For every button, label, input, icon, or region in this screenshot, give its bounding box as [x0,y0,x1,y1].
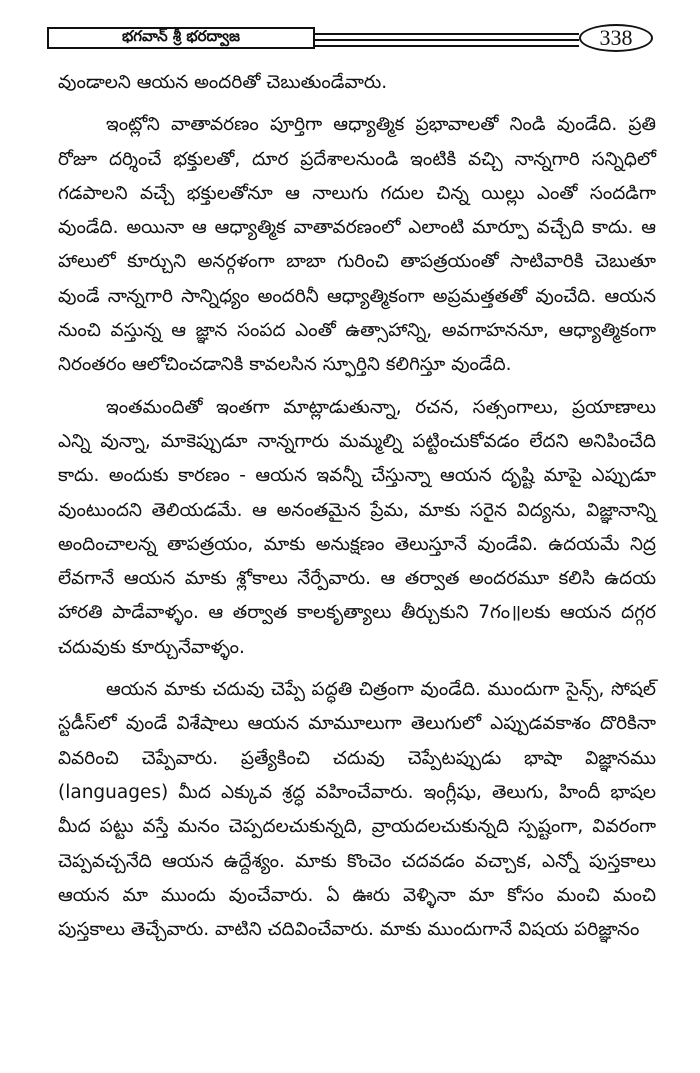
header-rule [315,45,579,47]
paragraph: ఇంట్లోని వాతావరణం పూర్తిగా ఆధ్యాత్మిక ప్రభావాలతో నిండి వుండేది. ప్రతి రోజూ దర్శించే భక్తులతో, దూర ప్రదేశాలనుండి ఇంటికి వచ్చి నాన్నగారి సన్నిధిలో గడపాలని వచ్చే భక్తులతోనూ ఆ నాలుగు గదుల చిన్న యిల్లు ఎంతో సందడిగా వుండేది. అయినా ఆ ఆధ్యాత్మిక వాతావరణంలో ఎలాంటి మార్పూ వచ్చేది కాదు. ఆ హాలులో కూర్చుని అనర్గళంగా బాబా గురించి తాపత్రయంతో సాటివారికి చెబుతూ వుండే నాన్నగారి సాన్నిధ్యం అందరినీ ఆధ్యాత్మికంగా అప్రమత్తతతో వుంచేది. ఆయన నుంచి వస్తున్న ఆ జ్ఞాన సంపద ఎంతో ఉత్సాహాన్ని, అవగాహననూ, ఆధ్యాత్మికంగా నిరంతరం ఆలోచించడానికి కావలసిన స్ఫూర్తిని కలిగిస్తూ వుండేది. [58,114,656,376]
header-rule [315,33,579,35]
paragraph: ఇంతమందితో ఇంతగా మాట్లాడుతున్నా, రచన, సత్సంగాలు, ప్రయాణాలు ఎన్ని వున్నా, మాకెప్పుడూ నాన్నగారు మమ్మల్ని పట్టించుకోవడం లేదని అనిపించేది కాదు. అందుకు కారణం - ఆయన ఇవన్నీ చేస్తున్నా ఆయన దృష్టి మాపై ఎప్పుడూ వుంటుందని తెలియడమే. ఆ అనంతమైన ప్రేమ, మాకు సరైన విద్యను, విజ్ఞానాన్ని అందించాలన్న తాపత్రయం, మాకు అనుక్షణం తెలుస్తూనే వుండేవి. ఉదయమే నిద్ర లేవగానే ఆయన మాకు శ్లోకాలు నేర్పేవారు. ఆ తర్వాత అందరమూ కలిసి ఉదయ హారతి పాడేవాళ్ళం. ఆ తర్వాత కాలకృత్యాలు తీర్చుకుని 7గం॥లకు ఆయన దగ్గర చదువుకు కూర్చునేవాళ్ళం. [58,396,656,658]
page-body [58,66,656,947]
paragraph: ఆయన మాకు చదువు చెప్పే పద్ధతి చిత్రంగా వుండేది. ముందుగా సైన్స్, సోషల్ స్టడీస్‌లో వుండే విశేషాలు ఆయన మామూలుగా తెలుగులో ఎప్పుడవకాశం దొరికినా వివరించి చెప్పేవారు. ప్రత్యేకించి చదువు చెప్పేటప్పుడు భాషా విజ్ఞానము (languages) మీద ఎక్కువ శ్రద్ధ వహించేవారు. ఇంగ్లీషు, తెలుగు, హిందీ భాషల మీద పట్టు వస్తే మనం చెప్పదలచుకున్నది, వ్రాయదలచుకున్నది స్పష్టంగా, వివరంగా చెప్పవచ్చనేది ఆయన ఉద్దేశ్యం. మాకు కొంచెం చదవడం వచ్చాక, ఎన్నో పుస్తకాలు ఆయన మా ముందు వుంచేవారు. ఏ ఊరు వెళ్ళినా మా కోసం మంచి మంచి పుస్తకాలు తెచ్చేవారు. వాటిని చదివించేవారు. మాకు ముందుగానే విషయ పరిజ్ఞానం [58,679,656,941]
header-title: భగవాన్ శ్రీ భరద్వాజ [47,27,315,49]
running-header [47,27,653,53]
page-number: 338 [579,24,653,52]
paragraph-continuation: వుండాలని ఆయన అందరితో చెబుతుండేవారు. [58,72,388,93]
header-rule [315,39,579,41]
